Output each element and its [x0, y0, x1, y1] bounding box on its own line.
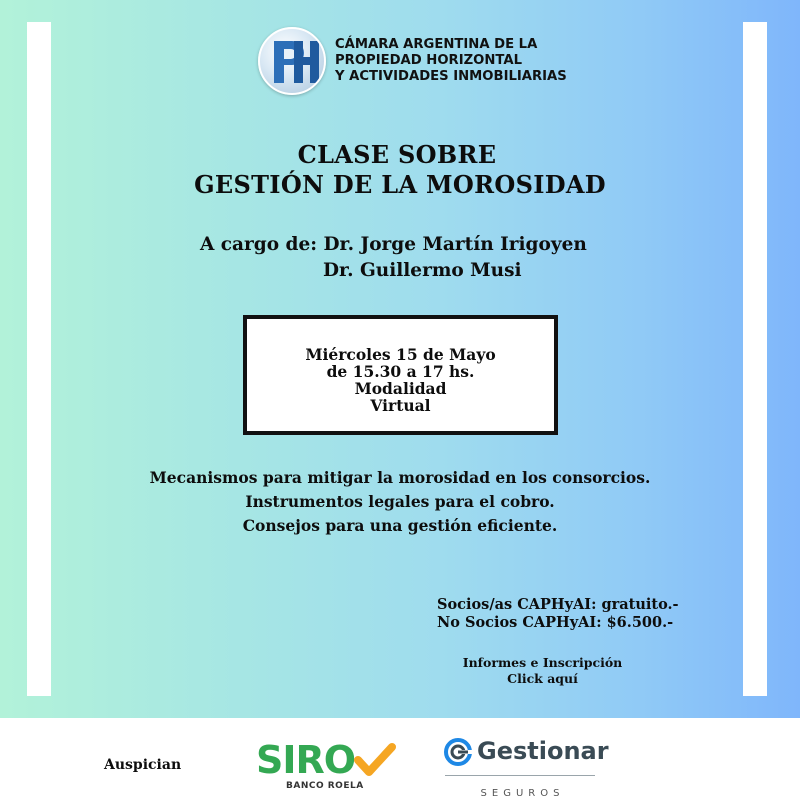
event-title-line-2: GESTIÓN DE LA MOROSIDAD	[194, 170, 606, 199]
event-title-line-1: CLASE SOBRE	[297, 140, 497, 169]
registration-label: Informes e Inscripción	[462, 655, 623, 670]
event-date: Miércoles 15 de Mayo	[305, 345, 496, 364]
gestionar-g-icon	[443, 737, 473, 767]
speaker-line-1: A cargo de: Dr. Jorge Martín Irigoyen	[200, 234, 587, 255]
speaker-line-2: Dr. Guillermo Musi	[323, 260, 522, 281]
gestionar-logo-subtitle: SEGUROS	[480, 788, 565, 799]
registration-info	[450, 655, 635, 687]
registration-link[interactable]: Click aquí	[507, 671, 578, 686]
header	[258, 27, 567, 95]
siro-logo-subtitle: BANCO ROELA	[286, 781, 364, 791]
event-details-box	[243, 315, 558, 435]
gestionar-divider	[445, 775, 595, 778]
gestionar-logo	[440, 736, 610, 798]
event-title	[0, 140, 800, 200]
right-white-bar	[743, 22, 767, 696]
org-name-line-3: Y ACTIVIDADES INMOBILIARIAS	[335, 69, 567, 84]
org-name-line-1: CÁMARA ARGENTINA DE LA	[335, 37, 538, 52]
event-time: de 15.30 a 17 hs.	[326, 362, 475, 381]
topic-item: Instrumentos legales para el cobro.	[245, 492, 555, 511]
prices	[437, 596, 679, 632]
price-non-members: No Socios CAPHyAI: $6.500.-	[437, 614, 674, 631]
sponsors-footer	[0, 718, 800, 800]
price-members: Socios/as CAPHyAI: gratuito.-	[437, 596, 679, 613]
checkmark-icon	[354, 742, 396, 778]
sponsors-label: Auspician	[104, 757, 182, 773]
gestionar-logo-text: Gestionar	[477, 737, 609, 765]
siro-logo	[256, 740, 406, 798]
event-mode-label: Modalidad	[354, 379, 447, 398]
topic-item: Mecanismos para mitigar la morosidad en los consorcios.	[149, 468, 651, 487]
siro-logo-text: SIRO	[256, 738, 356, 782]
left-white-bar	[27, 22, 51, 696]
caphyai-logo-icon	[258, 27, 326, 95]
org-name-line-2: PROPIEDAD HORIZONTAL	[335, 53, 523, 68]
topic-item: Consejos para una gestión eficiente.	[242, 516, 558, 535]
topics-list	[0, 466, 800, 538]
speakers	[200, 232, 587, 284]
org-name	[335, 37, 567, 85]
event-mode: Virtual	[370, 396, 431, 415]
